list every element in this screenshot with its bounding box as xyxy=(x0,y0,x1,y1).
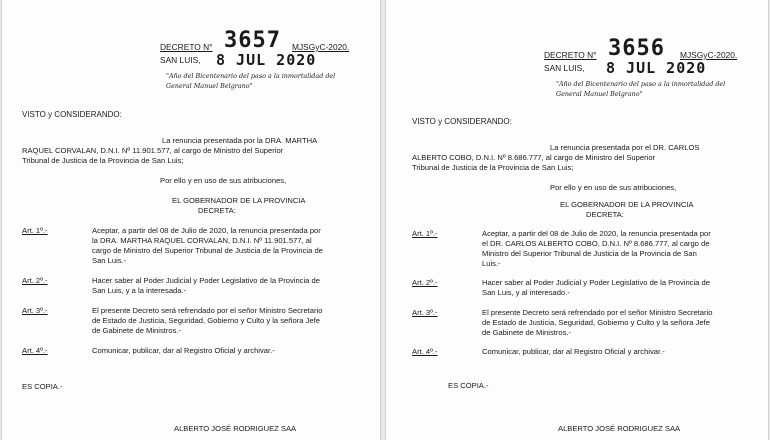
visto-heading: VISTO y CONSIDERANDO: xyxy=(412,117,512,126)
decree-label: DECRETO N° xyxy=(544,50,597,60)
article-line: Aceptar, a partir del 08 de Julio de 2020, la renuncia presentada por xyxy=(482,229,711,238)
motto-line-1: "Año del Bicentenario del paso a la inmortalidad del xyxy=(166,72,336,80)
decree-document-3656 xyxy=(386,0,768,440)
motto-line-2: General Manuel Belgrano" xyxy=(166,82,253,90)
decree-date-stamp: 8 JUL 2020 xyxy=(606,59,707,77)
paragraph-line: La renuncia presentada por el DR. CARLOS xyxy=(550,143,700,152)
decree-document-3657 xyxy=(2,0,380,440)
article-line: de Estado de Justicia, Seguridad, Gobierno y Culto y la señora Jefe xyxy=(92,316,320,325)
decree-suffix: MJSGyC-2020. xyxy=(292,42,350,52)
article-line: de Estado de Justicia, Seguridad, Gobierno y Culto y la señora Jefe xyxy=(482,318,710,327)
decreta-line: DECRETA: xyxy=(198,206,236,215)
signature-name: ALBERTO JOSÉ RODRIGUEZ SAA xyxy=(558,424,681,433)
article-line: Comunicar, publicar, dar al Registro Oficial y archivar.- xyxy=(92,346,275,355)
article-line: el DR. CARLOS ALBERTO COBO, D.N.I. Nº 8.686.777, al cargo de xyxy=(482,239,710,248)
article-label: Art. 1º.- xyxy=(22,226,48,235)
article-label: Art. 2º.- xyxy=(22,276,48,285)
decree-suffix: MJSGyC-2020. xyxy=(680,50,738,60)
motto-line-2: General Manuel Belgrano" xyxy=(556,90,643,98)
gobernador-line: EL GOBERNADOR DE LA PROVINCIA xyxy=(172,196,306,205)
por-ello-line: Por ello y en uso de sus atribuciones, xyxy=(550,183,677,192)
paragraph-line: Tribunal de Justicia de la Provincia de San Luis; xyxy=(412,163,574,172)
article-label: Art. 3º.- xyxy=(22,306,48,315)
article-line: Hacer saber al Poder Judicial y Poder Legislativo de la Provincia de xyxy=(482,278,710,287)
article-line: Aceptar, a partir del 08 de Julio de 2020, la renuncia presentada por xyxy=(92,226,321,235)
article-line: la DRA. MARTHA RAQUEL CORVALAN, D.N.I. Nº 11.901.577, al xyxy=(92,236,312,245)
decree-label: DECRETO N° xyxy=(160,42,213,52)
article-label: Art. 4º.- xyxy=(22,346,48,355)
por-ello-line: Por ello y en uso de sus atribuciones, xyxy=(160,176,287,185)
article-line: Ministro del Superior Tribunal de Justicia de la Provincia de San xyxy=(482,249,697,258)
visto-heading: VISTO y CONSIDERANDO: xyxy=(22,110,122,119)
article-line: cargo de Ministro del Superior Tribunal de Justicia de la Provincia de xyxy=(92,246,323,255)
article-line: de Gabinete de Ministros.- xyxy=(92,326,182,335)
article-line: de Gabinete de Ministros.- xyxy=(482,328,572,337)
paragraph-line: ALBERTO COBO, D.N.I. Nº 8.686.777, al cargo de Ministro del Superior xyxy=(412,153,656,162)
article-line: Luis.- xyxy=(482,259,501,268)
article-line: San Luis, y a la interesada.- xyxy=(92,286,187,295)
decree-number: 3657 xyxy=(224,28,281,53)
article-line: San Luis.- xyxy=(92,256,127,265)
article-label: Art. 1º.- xyxy=(412,229,438,238)
article-line: Comunicar, publicar, dar al Registro Oficial y archivar.- xyxy=(482,347,665,356)
article-line: Hacer saber al Poder Judicial y Poder Legislativo de la Provincia de xyxy=(92,276,320,285)
article-label: Art. 3º.- xyxy=(412,308,438,317)
es-copia-line: ES COPIA.- xyxy=(448,381,489,390)
motto-line-1: "Año del Bicentenario del paso a la inmortalidad del xyxy=(556,80,726,88)
decree-place: SAN LUIS, xyxy=(544,63,585,73)
article-line: El presente Decreto será refrendado por el señor Ministro Secretario xyxy=(92,306,323,315)
article-line: San Luis, y al interesado.- xyxy=(482,288,570,297)
article-label: Art. 2º.- xyxy=(412,278,438,287)
paragraph-line: La renuncia presentada por la DRA. MARTHA xyxy=(162,136,318,145)
paragraph-line: RAQUEL CORVALAN, D.N.I. Nº 11.901.577, al cargo de Ministro del Superior xyxy=(22,146,284,155)
signature-name: ALBERTO JOSÉ RODRIGUEZ SAA xyxy=(174,424,297,433)
es-copia-line: ES COPIA.- xyxy=(22,382,63,391)
decree-date-stamp: 8 JUL 2020 xyxy=(216,51,317,69)
decree-place: SAN LUIS, xyxy=(160,55,201,65)
gobernador-line: EL GOBERNADOR DE LA PROVINCIA xyxy=(560,200,694,209)
article-line: El presente Decreto será refrendado por el señor Ministro Secretario xyxy=(482,308,713,317)
paragraph-line: Tribunal de Justicia de la Provincia de San Luis; xyxy=(22,156,184,165)
decreta-line: DECRETA: xyxy=(586,210,624,219)
article-label: Art. 4º.- xyxy=(412,347,438,356)
decree-number: 3656 xyxy=(608,36,665,61)
